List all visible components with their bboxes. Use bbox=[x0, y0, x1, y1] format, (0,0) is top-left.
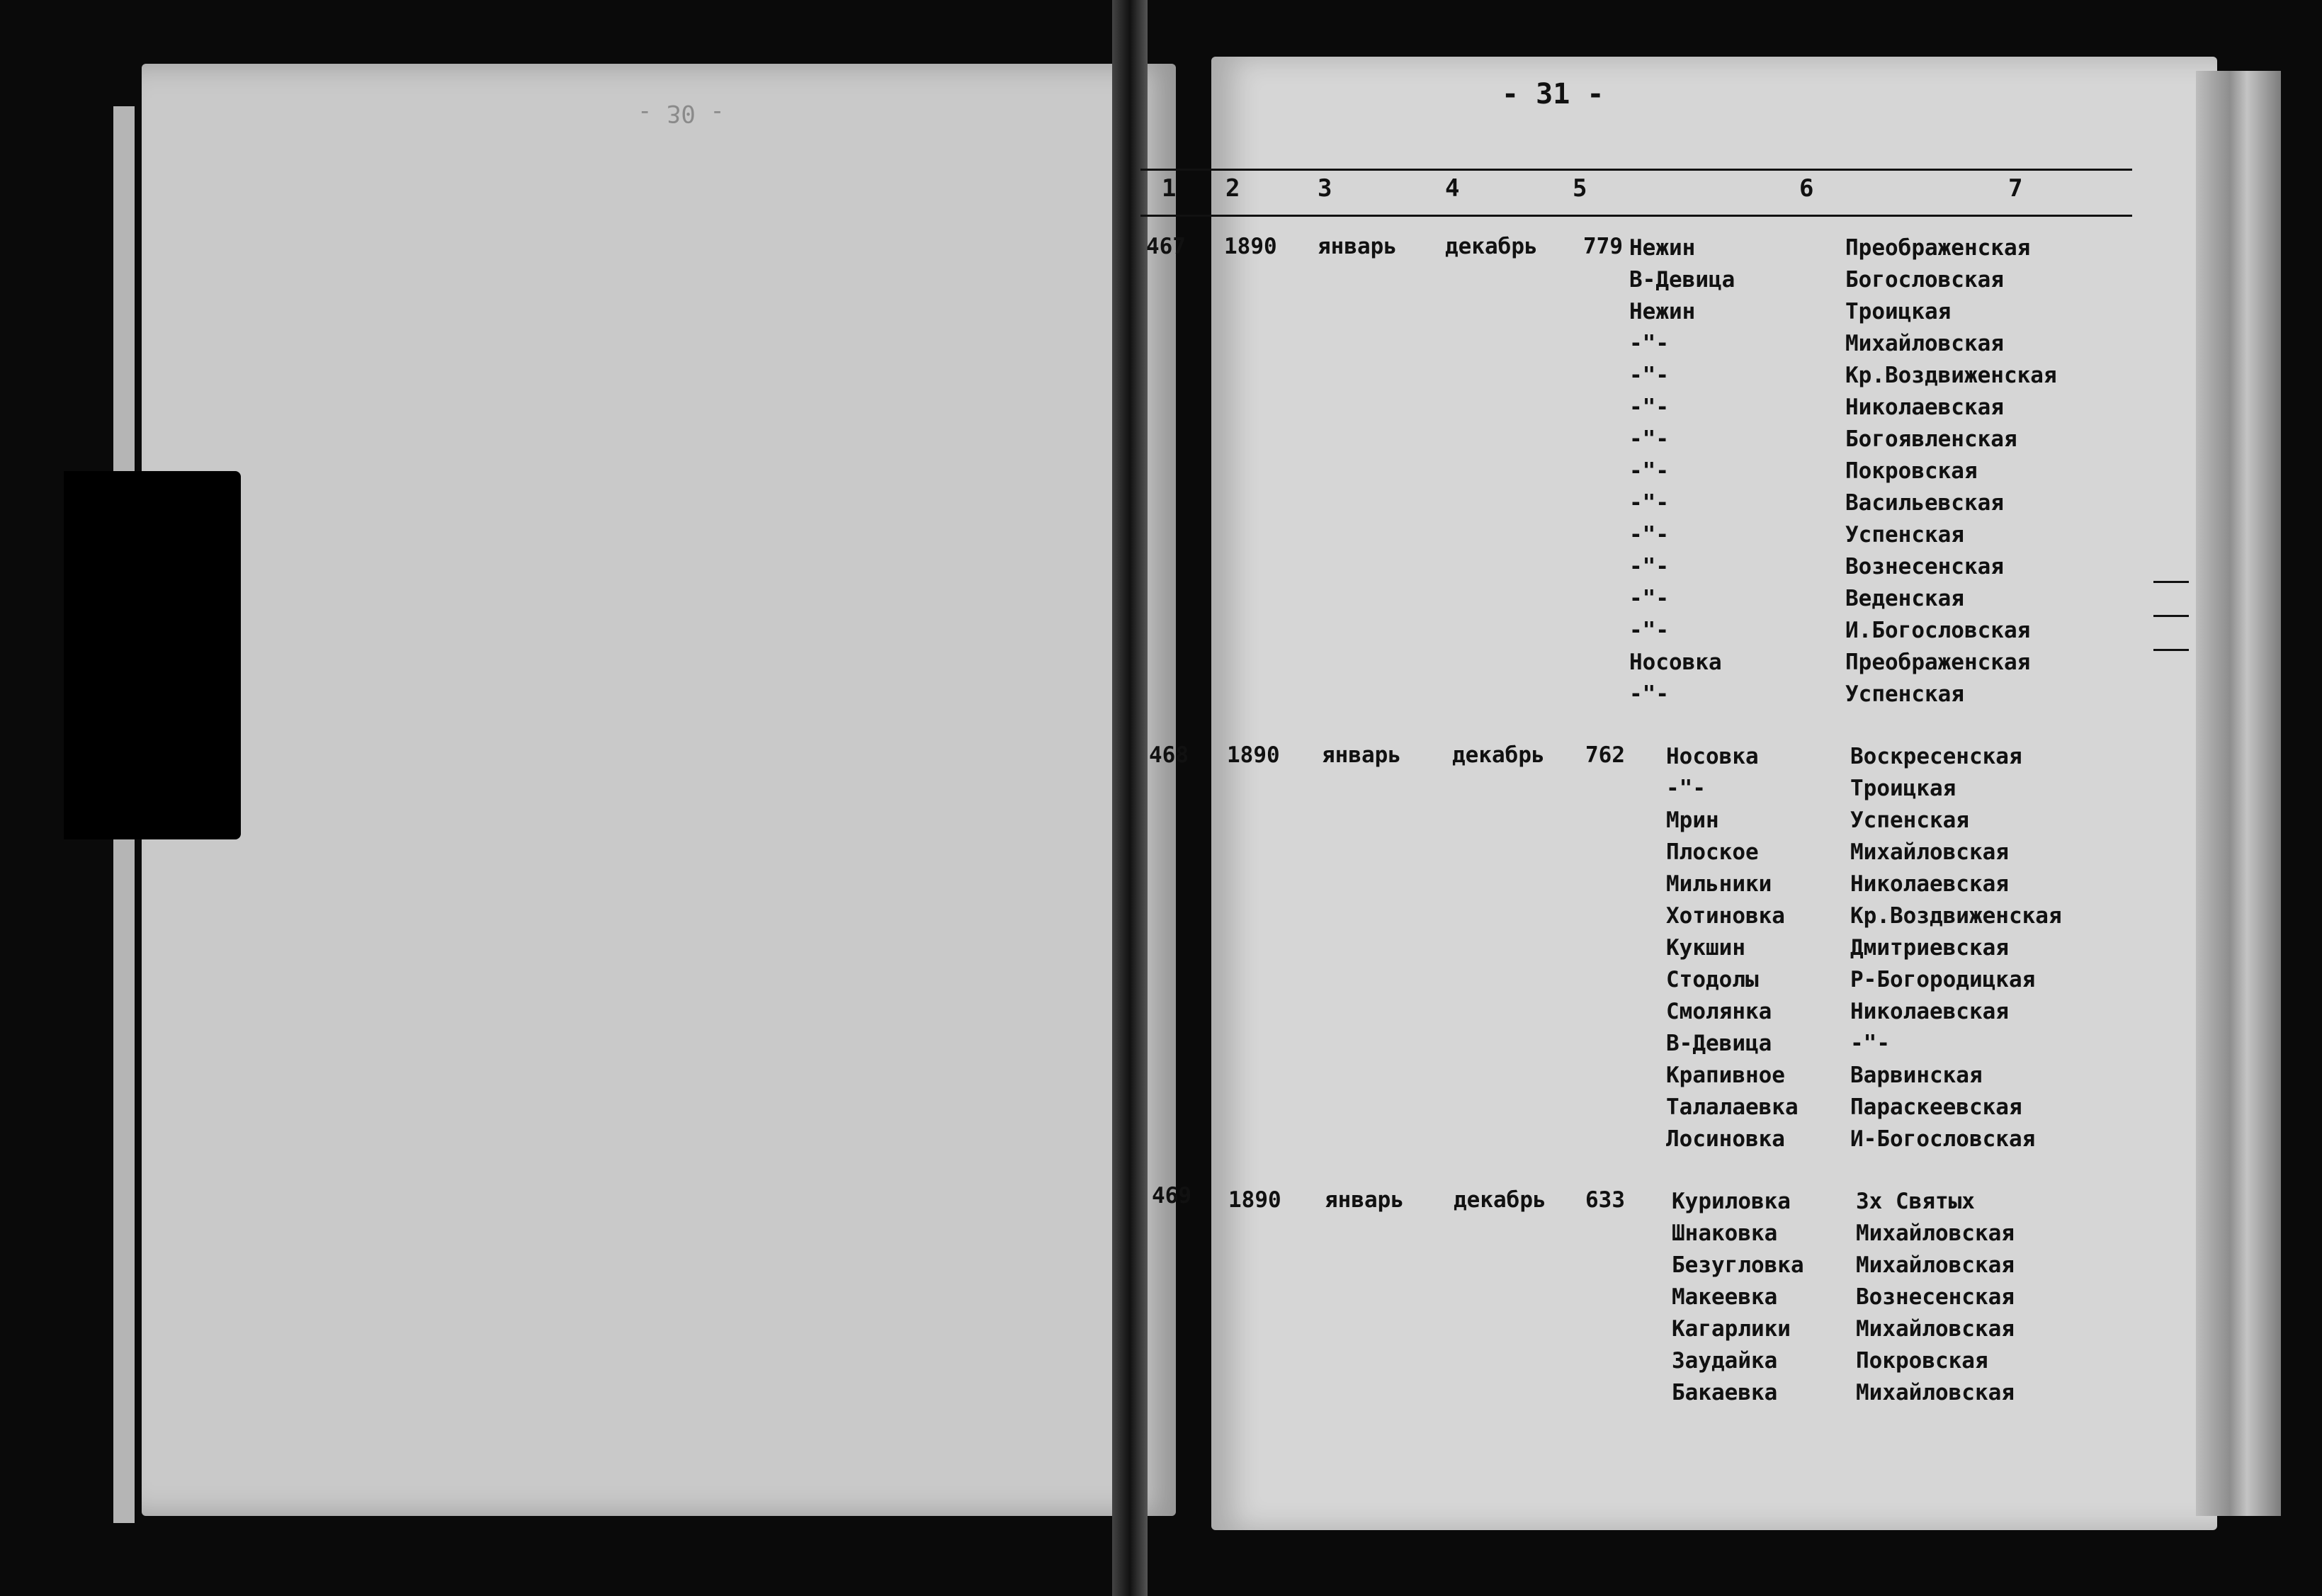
column-header: 3 bbox=[1318, 174, 1332, 203]
header-bottom-rule bbox=[1140, 215, 2132, 217]
church-name: И.Богословская bbox=[1845, 618, 2031, 643]
place-name: -"- bbox=[1629, 458, 1669, 484]
place-name: -"- bbox=[1629, 554, 1669, 579]
place-name: Стодолы bbox=[1666, 967, 1759, 992]
record-from: январь bbox=[1325, 1187, 1404, 1213]
right-page-number: - 31 - bbox=[1502, 78, 1604, 111]
place-name: -"- bbox=[1629, 586, 1669, 611]
church-name: 3х Святых bbox=[1856, 1189, 1975, 1214]
church-list bbox=[1850, 741, 2062, 1155]
place-name: Талалаевка bbox=[1666, 1094, 1799, 1120]
place-name: Макеевка bbox=[1672, 1284, 1778, 1310]
place-name: -"- bbox=[1629, 331, 1669, 356]
record-number: 468 bbox=[1149, 742, 1189, 768]
place-name: Мрин bbox=[1666, 808, 1719, 833]
record-year: 1890 bbox=[1227, 742, 1280, 768]
place-name: -"- bbox=[1666, 776, 1706, 801]
place-list bbox=[1629, 232, 1735, 711]
place-name: Лосиновка bbox=[1666, 1126, 1785, 1152]
place-name: -"- bbox=[1629, 522, 1669, 548]
place-name: Заудайка bbox=[1672, 1348, 1778, 1374]
church-name: Михайловская bbox=[1856, 1316, 2015, 1342]
place-name: -"- bbox=[1629, 363, 1669, 388]
place-name: -"- bbox=[1629, 395, 1669, 420]
place-name: Куриловка bbox=[1672, 1189, 1791, 1214]
church-name: Николаевская bbox=[1850, 999, 2009, 1024]
church-name: Дмитриевская bbox=[1850, 935, 2009, 961]
church-name: Николаевская bbox=[1850, 871, 2009, 897]
church-name: Николаевская bbox=[1845, 395, 2004, 420]
column-header: 2 bbox=[1225, 174, 1240, 203]
place-name: Носовка bbox=[1666, 744, 1759, 769]
church-name: -"- bbox=[1850, 1031, 1890, 1056]
place-name: Бакаевка bbox=[1672, 1380, 1778, 1405]
church-list bbox=[1856, 1186, 2015, 1409]
church-name: Успенская bbox=[1845, 681, 1964, 707]
church-name: И-Богословская bbox=[1850, 1126, 2036, 1152]
record-to: декабрь bbox=[1452, 742, 1545, 768]
church-name: Михайловская bbox=[1856, 1380, 2015, 1405]
record-count: 633 bbox=[1585, 1187, 1625, 1213]
place-name: Носовка bbox=[1629, 650, 1722, 675]
record-year: 1890 bbox=[1224, 234, 1277, 259]
church-name: Кр.Воздвиженская bbox=[1845, 363, 2057, 388]
column-header: 7 bbox=[2008, 174, 2023, 203]
church-name: Преображенская bbox=[1845, 235, 2031, 261]
church-name: Преображенская bbox=[1845, 650, 2031, 675]
place-name: Крапивное bbox=[1666, 1063, 1785, 1088]
place-name: Плоское bbox=[1666, 839, 1759, 865]
record-count: 762 bbox=[1585, 742, 1625, 768]
column-header: 4 bbox=[1445, 174, 1460, 203]
place-name: В-Девица bbox=[1629, 267, 1735, 293]
place-name: -"- bbox=[1629, 618, 1669, 643]
church-name: Воскресенская bbox=[1850, 744, 2022, 769]
place-name: Нежин bbox=[1629, 235, 1696, 261]
record-from: январь bbox=[1318, 234, 1397, 259]
place-name: Нежин bbox=[1629, 299, 1696, 324]
page-stack-edge bbox=[2196, 71, 2281, 1516]
church-name: Р-Богородицкая bbox=[1850, 967, 2036, 992]
church-name: Покровская bbox=[1845, 458, 1978, 484]
church-name: Михайловская bbox=[1856, 1252, 2015, 1278]
record-number: 469 bbox=[1152, 1183, 1191, 1209]
column-header: 5 bbox=[1573, 174, 1587, 203]
church-name: Успенская bbox=[1845, 522, 1964, 548]
place-name: Шнаковка bbox=[1672, 1221, 1778, 1246]
church-name: Веденская bbox=[1845, 586, 1964, 611]
column-header: 1 bbox=[1162, 174, 1177, 203]
place-name: Смолянка bbox=[1666, 999, 1772, 1024]
church-name: Михайловская bbox=[1856, 1221, 2015, 1246]
church-name: Васильевская bbox=[1845, 490, 2004, 516]
record-from: январь bbox=[1322, 742, 1401, 768]
church-name: Варвинская bbox=[1850, 1063, 1983, 1088]
record-to: декабрь bbox=[1454, 1187, 1546, 1213]
index-tab-lines bbox=[2153, 581, 2189, 687]
place-name: Мильники bbox=[1666, 871, 1772, 897]
place-name: Безугловка bbox=[1672, 1252, 1804, 1278]
column-header: 6 bbox=[1799, 174, 1814, 203]
place-name: -"- bbox=[1629, 490, 1669, 516]
place-name: Хотиновка bbox=[1666, 903, 1785, 929]
record-count: 779 bbox=[1583, 234, 1623, 259]
church-name: Вознесенская bbox=[1845, 554, 2004, 579]
church-name: Троицкая bbox=[1845, 299, 1952, 324]
church-list bbox=[1845, 232, 2057, 711]
church-name: Покровская bbox=[1856, 1348, 1988, 1374]
church-name: Кр.Воздвиженская bbox=[1850, 903, 2062, 929]
place-name: Кагарлики bbox=[1672, 1316, 1791, 1342]
record-number: 467 bbox=[1146, 234, 1186, 259]
place-list bbox=[1666, 741, 1799, 1155]
church-name: Михайловская bbox=[1845, 331, 2004, 356]
church-name: Михайловская bbox=[1850, 839, 2009, 865]
church-name: Богоявленская bbox=[1845, 426, 2017, 452]
column-header-row bbox=[1140, 174, 2132, 210]
church-name: Троицкая bbox=[1850, 776, 1956, 801]
place-name: Кукшин bbox=[1666, 935, 1745, 961]
header-top-rule bbox=[1140, 169, 2132, 171]
church-name: Богословская bbox=[1845, 267, 2004, 293]
place-list bbox=[1672, 1186, 1804, 1409]
place-name: -"- bbox=[1629, 681, 1669, 707]
place-name: В-Девица bbox=[1666, 1031, 1772, 1056]
church-name: Вознесенская bbox=[1856, 1284, 2015, 1310]
bleed-through-text bbox=[213, 85, 1133, 1360]
left-page-number: - 30 - bbox=[638, 99, 725, 128]
record-year: 1890 bbox=[1228, 1187, 1281, 1213]
church-name: Успенская bbox=[1850, 808, 1969, 833]
church-name: Параскеевская bbox=[1850, 1094, 2022, 1120]
record-to: декабрь bbox=[1445, 234, 1538, 259]
place-name: -"- bbox=[1629, 426, 1669, 452]
